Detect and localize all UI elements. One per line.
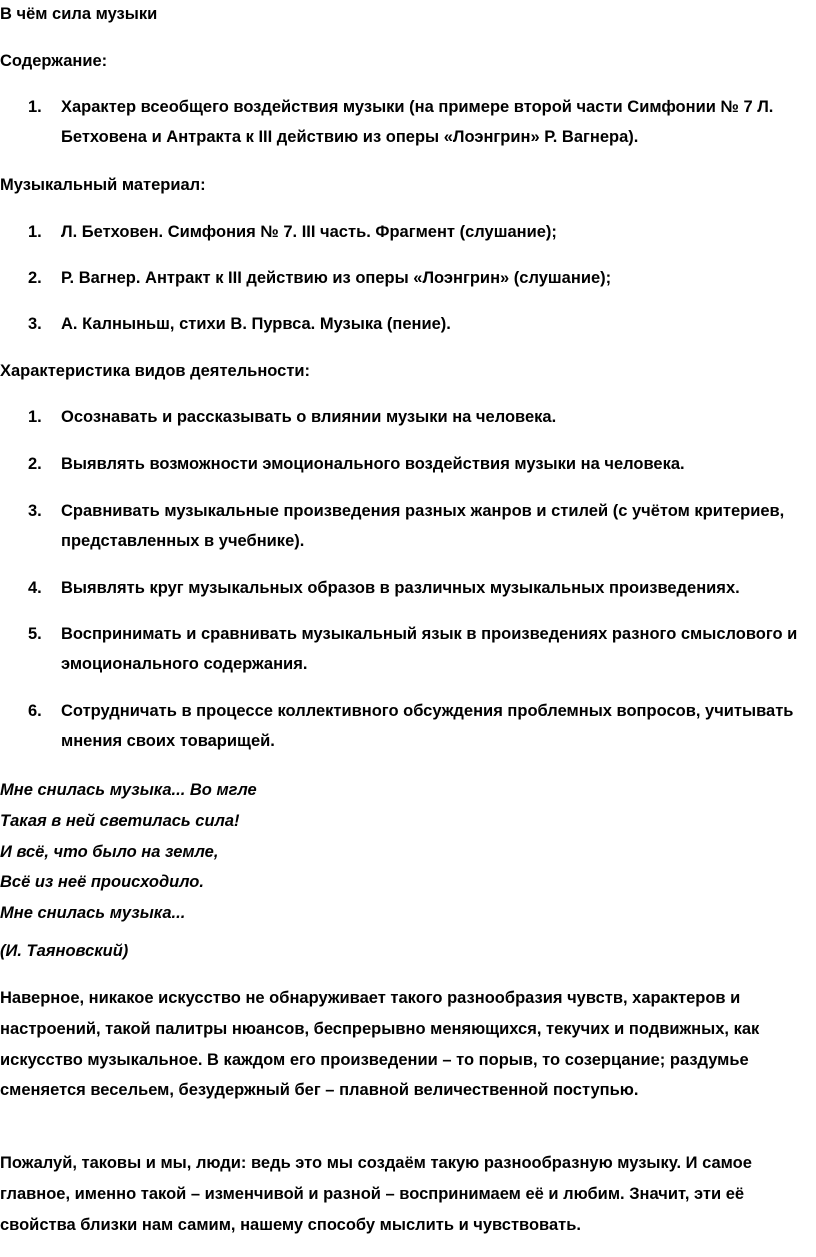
list-number: 3. bbox=[28, 502, 42, 520]
activities-heading: Характеристика видов деятельности: bbox=[0, 362, 311, 380]
list-item-text: Л. Бетховен. Симфония № 7. III часть. Фрагмент (слушание); bbox=[61, 223, 557, 241]
contents-heading: Содержание: bbox=[0, 52, 108, 70]
list-item-text: Выявлять круг музыкальных образов в различных музыкальных произведениях. bbox=[61, 579, 740, 597]
list-number: 4. bbox=[28, 579, 42, 597]
list-item-text: Р. Вагнер. Антракт к III действию из оперы «Лоэнгрин» (слушание); bbox=[61, 269, 612, 287]
list-number: 6. bbox=[28, 702, 42, 720]
material-heading: Музыкальный материал: bbox=[0, 176, 206, 194]
list-number: 1. bbox=[28, 223, 42, 241]
paragraph-1: Наверное, никакое искусство не обнаруживает такого разнообразия чувств, характеров и настроений, такой палитры нюансов, беспрерывно меняющихся, текучих и подвижных, как искусство музыкальное. В каждом его произведении – то порыв, то созерцание; раздумье сменяется весельем, безудержный бег – плавной величественной поступью. bbox=[0, 989, 760, 1100]
list-item-text: Осознавать и рассказывать о влиянии музыки на человека. bbox=[61, 408, 557, 426]
list-item-text: Воспринимать и сравнивать музыкальный язык в произведениях разного смыслового и эмоционального содержания. bbox=[61, 625, 798, 673]
paragraph-2: Пожалуй, таковы и мы, люди: ведь это мы создаём такую разнообразную музыку. И самое главное, именно такой – изменчивой и разной – воспринимаем её и любим. Значит, эти её свойства близки нам самим, нашему способу мыслить и чувствовать. bbox=[0, 1154, 752, 1234]
list-number: 1. bbox=[28, 98, 42, 116]
list-number: 2. bbox=[28, 269, 42, 287]
document-title: В чём сила музыки bbox=[0, 5, 158, 23]
list-number: 2. bbox=[28, 455, 42, 473]
poem-author: (И. Таяновский) bbox=[0, 942, 129, 960]
poem-line: Всё из неё происходило. bbox=[0, 873, 204, 892]
poem-line: Мне снилась музыка... bbox=[0, 904, 186, 923]
list-item-text: Сравнивать музыкальные произведения разных жанров и стилей (с учётом критериев, представленных в учебнике). bbox=[61, 502, 785, 550]
poem-line: Такая в ней светилась сила! bbox=[0, 811, 240, 830]
list-item-text: А. Калныньш, стихи В. Пурвса. Музыка (пение). bbox=[61, 315, 451, 333]
list-number: 3. bbox=[28, 315, 42, 333]
list-number: 5. bbox=[28, 625, 42, 643]
list-item-text: Сотрудничать в процессе коллективного обсуждения проблемных вопросов, учитывать мнения своих товарищей. bbox=[61, 702, 794, 750]
list-item-text: Выявлять возможности эмоционального воздействия музыки на человека. bbox=[61, 455, 685, 473]
poem-line: Мне снилась музыка... Во мгле bbox=[0, 781, 257, 799]
poem-line: И всё, что было на земле, bbox=[0, 842, 219, 861]
list-number: 1. bbox=[28, 408, 42, 426]
poem-verse bbox=[0, 775, 257, 929]
list-item-text: Характер всеобщего воздействия музыки (на примере второй части Симфонии № 7 Л. Бетховена и Антракта к III действию из оперы «Лоэнгрин» Р. Вагнера). bbox=[61, 98, 774, 146]
